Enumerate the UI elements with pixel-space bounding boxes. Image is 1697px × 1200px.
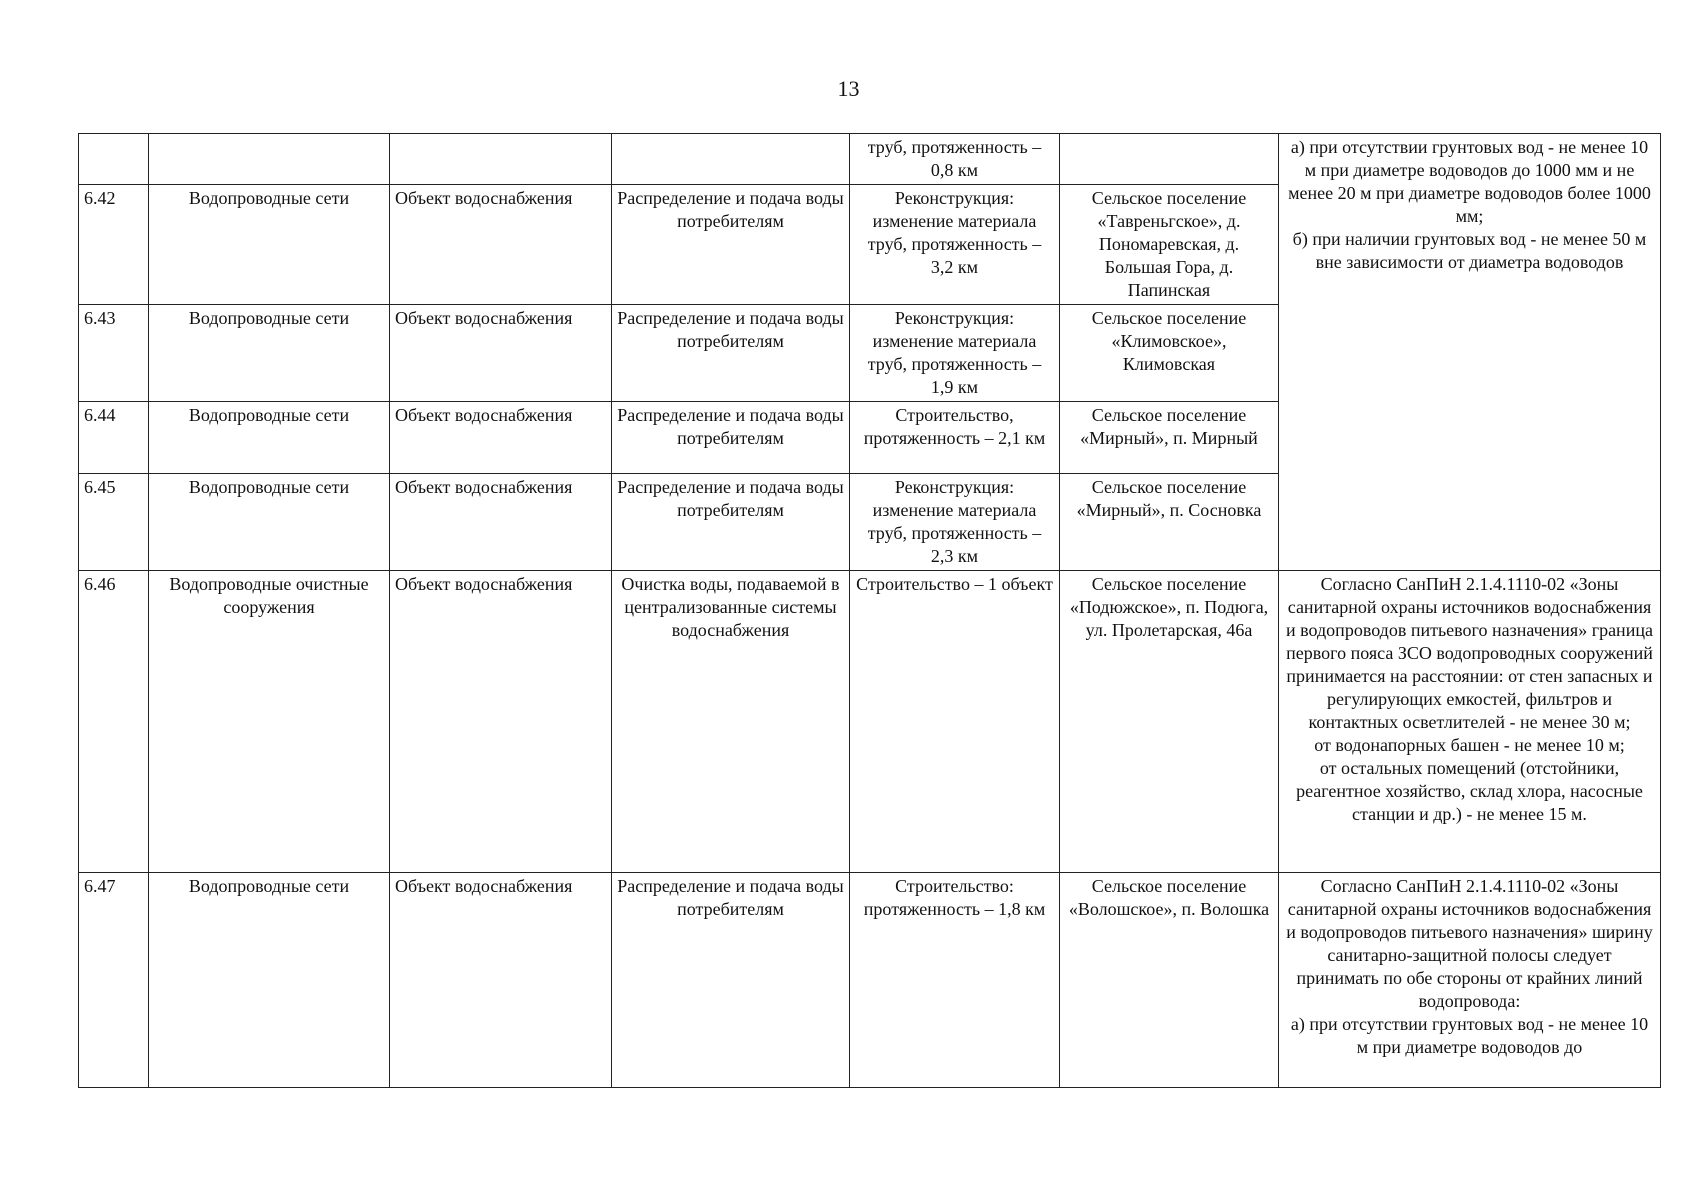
- cell-characteristics: Строительство, протяженность – 2,1 км: [850, 402, 1060, 474]
- cell-location: Сельское поселение «Климовское», Климовская: [1060, 305, 1279, 402]
- cell-type: Объект водоснабжения: [390, 402, 612, 474]
- cell-location: Сельское поселение «Тавреньгское», д. Пономаревская, д. Большая Гора, д. Папинская: [1060, 185, 1279, 305]
- cell-name: Водопроводные очистные сооружения: [149, 571, 390, 873]
- cell-location: Сельское поселение «Подюжское», п. Подюга, ул. Пролетарская, 46а: [1060, 571, 1279, 873]
- cell-purpose: Распределение и подача воды потребителям: [612, 402, 850, 474]
- cell-name: Водопроводные сети: [149, 185, 390, 305]
- cell-characteristics: Реконструкция: изменение материала труб, протяженность – 3,2 км: [850, 185, 1060, 305]
- cell-name: Водопроводные сети: [149, 873, 390, 1088]
- cell-purpose: Очистка воды, подаваемой в централизованные системы водоснабжения: [612, 571, 850, 873]
- cell-name: Водопроводные сети: [149, 305, 390, 402]
- cell-characteristics: Строительство: протяженность – 1,8 км: [850, 873, 1060, 1088]
- cell-type: Объект водоснабжения: [390, 873, 612, 1088]
- cell-type: [390, 134, 612, 185]
- cell-name: Водопроводные сети: [149, 402, 390, 474]
- cell-location: Сельское поселение «Мирный», п. Сосновка: [1060, 474, 1279, 571]
- cell-num: 6.46: [79, 571, 149, 873]
- cell-type: Объект водоснабжения: [390, 474, 612, 571]
- table-row: [79, 873, 1661, 1088]
- cell-purpose: [612, 134, 850, 185]
- cell-location: Сельское поселение «Мирный», п. Мирный: [1060, 402, 1279, 474]
- table-row: [79, 571, 1661, 873]
- objects-table: [78, 133, 1661, 1088]
- cell-characteristics: Реконструкция: изменение материала труб, протяженность – 1,9 км: [850, 305, 1060, 402]
- cell-num: 6.44: [79, 402, 149, 474]
- cell-type: Объект водоснабжения: [390, 571, 612, 873]
- table-row-continuation: [79, 134, 1661, 185]
- page-number: 13: [837, 76, 860, 101]
- cell-type: Объект водоснабжения: [390, 185, 612, 305]
- cell-purpose: Распределение и подача воды потребителям: [612, 873, 850, 1088]
- cell-num: 6.43: [79, 305, 149, 402]
- cell-purpose: Распределение и подача воды потребителям: [612, 305, 850, 402]
- cell-location: Сельское поселение «Волошское», п. Волошка: [1060, 873, 1279, 1088]
- cell-characteristics: Строительство – 1 объект: [850, 571, 1060, 873]
- cell-name: [149, 134, 390, 185]
- cell-characteristics: труб, протяженность – 0,8 км: [850, 134, 1060, 185]
- cell-location: [1060, 134, 1279, 185]
- cell-characteristics: Реконструкция: изменение материала труб, протяженность – 2,3 км: [850, 474, 1060, 571]
- cell-requirement: Согласно СанПиН 2.1.4.1110-02 «Зоны санитарной охраны источников водоснабжения и водопроводов питьевого назначения» ширину санитарно-защитной полосы следует принимать по обе стороны от крайних линий водопровода: а) при отсутствии грунтовых вод - не менее 10 м при диаметре водоводов до: [1279, 873, 1661, 1088]
- cell-name: Водопроводные сети: [149, 474, 390, 571]
- cell-requirement: а) при отсутствии грунтовых вод - не менее 10 м при диаметре водоводов до 1000 мм и не менее 20 м при диаметре водоводов более 1000 мм; б) при наличии грунтовых вод - не менее 50 м вне зависимости от диаметра водоводов: [1279, 134, 1661, 571]
- cell-num: [79, 134, 149, 185]
- cell-num: 6.42: [79, 185, 149, 305]
- cell-requirement: Согласно СанПиН 2.1.4.1110-02 «Зоны санитарной охраны источников водоснабжения и водопроводов питьевого назначения» граница первого пояса ЗСО водопроводных сооружений принимается на расстоянии: от стен запасных и регулирующих емкостей, фильтров и контактных осветлителей - не менее 30 м; от водонапорных башен - не менее 10 м; от остальных помещений (отстойники, реагентное хозяйство, склад хлора, насосные станции и др.) - не менее 15 м.: [1279, 571, 1661, 873]
- cell-purpose: Распределение и подача воды потребителям: [612, 185, 850, 305]
- cell-num: 6.47: [79, 873, 149, 1088]
- cell-num: 6.45: [79, 474, 149, 571]
- cell-type: Объект водоснабжения: [390, 305, 612, 402]
- cell-purpose: Распределение и подача воды потребителям: [612, 474, 850, 571]
